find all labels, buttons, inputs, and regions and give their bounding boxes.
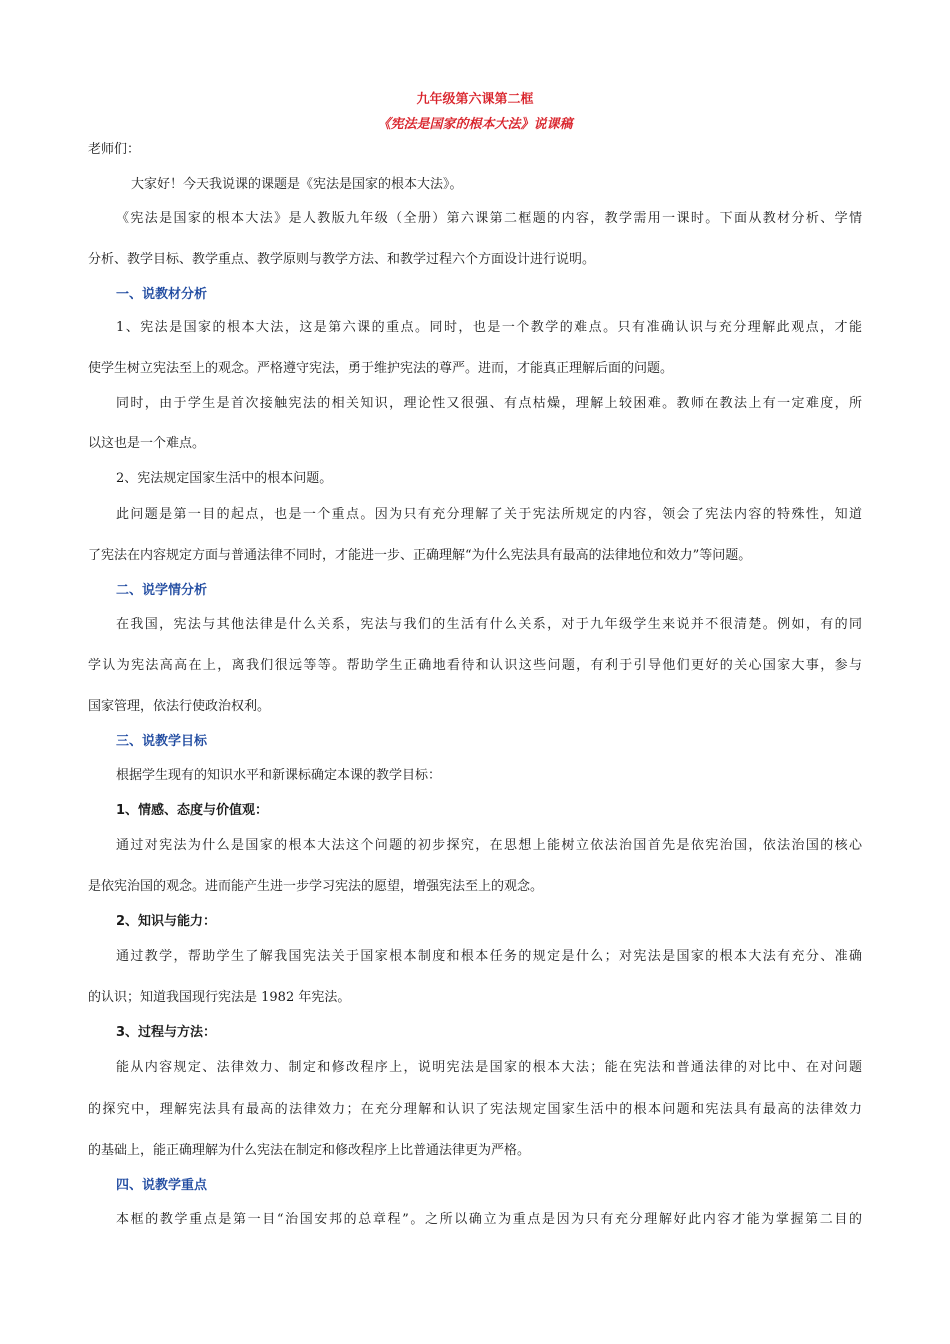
- objective-2-title: 2、知识与能力：: [116, 914, 217, 929]
- intro-paragraph-2-line-2: 分析、教学目标、教学重点、教学原则与教学方法、和教学过程六个方面设计进行说明。: [88, 252, 596, 267]
- objective-3-title: 3、过程与方法：: [116, 1025, 217, 1040]
- objective-1-line-1: 通过对宪法为什么是国家的根本大法这个问题的初步探究，在思想上能树立依法治国首先是依宪治国，依法治国的核心: [116, 838, 862, 853]
- section-heading-textbook: 一、说教材分析: [116, 287, 208, 302]
- section-heading-key-points: 四、说教学重点: [116, 1178, 208, 1193]
- s2-p1-line-2: 学认为宪法高高在上，离我们很远等等。帮助学生正确地看待和认识这些问题，有利于引导他们更好的关心国家大事，参与: [88, 658, 862, 673]
- s1-p4-line-2: 了宪法在内容规定方面与普通法律不同时，才能进一步、正确理解“为什么宪法具有最高的法律地位和效力”等问题。: [88, 548, 752, 563]
- s1-p1-line-1: 1、宪法是国家的根本大法，这是第六课的重点。同时，也是一个教学的难点。只有准确认识与充分理解此观点，才能: [116, 320, 862, 335]
- objective-1-line-2: 是依宪治国的观念。进而能产生进一步学习宪法的愿望，增强宪法至上的观念。: [88, 879, 544, 894]
- objective-1-title: 1、情感、态度与价值观：: [116, 803, 269, 818]
- doc-title: 九年级第六课第二框: [416, 92, 534, 107]
- s1-p4-line-1: 此问题是第一目的起点，也是一个重点。因为只有充分理解了关于宪法所规定的内容，领会了宪法内容的特殊性，知道: [116, 507, 862, 522]
- s2-p1-line-1: 在我国，宪法与其他法律是什么关系，宪法与我们的生活有什么关系，对于九年级学生来说并不很清楚。例如，有的同: [116, 617, 862, 632]
- doc-subtitle: 《宪法是国家的根本大法》说课稿: [377, 117, 573, 132]
- objective-3-line-1: 能从内容规定、法律效力、制定和修改程序上，说明宪法是国家的根本大法；能在宪法和普通法律的对比中、在对问题: [116, 1060, 862, 1075]
- greeting: 老师们：: [88, 142, 141, 157]
- objective-3-line-2: 的探究中，理解宪法具有最高的法律效力；在充分理解和认识了宪法规定国家生活中的根本问题和宪法具有最高的法律效力: [88, 1102, 862, 1117]
- s1-p1-line-2: 使学生树立宪法至上的观念。严格遵守宪法，勇于维护宪法的尊严。进而，才能真正理解后面的问题。: [88, 361, 674, 376]
- s4-p1-line-1: 本框的教学重点是第一目“治国安邦的总章程”。之所以确立为重点是因为只有充分理解好此内容才能为掌握第二目的: [116, 1212, 862, 1227]
- section-heading-students: 二、说学情分析: [116, 583, 208, 598]
- s1-p2-line-1: 同时，由于学生是首次接触宪法的相关知识，理论性又很强、有点枯燥，理解上较困难。教师在教法上有一定难度，所: [116, 396, 862, 411]
- s1-p2-line-2: 以这也是一个难点。: [88, 436, 206, 451]
- objective-3-line-3: 的基础上，能正确理解为什么宪法在制定和修改程序上比普通法律更为严格。: [88, 1143, 531, 1158]
- intro-paragraph-1: 大家好！今天我说课的课题是《宪法是国家的根本大法》。: [131, 177, 463, 192]
- objective-2-line-1: 通过教学，帮助学生了解我国宪法关于国家根本制度和根本任务的规定是什么；对宪法是国家的根本大法有充分、准确: [116, 949, 862, 964]
- objective-2-line-2: 的认识；知道我国现行宪法是 1982 年宪法。: [88, 990, 351, 1005]
- s1-p3: 2、宪法规定国家生活中的根本问题。: [116, 471, 333, 486]
- intro-paragraph-2-line-1: 《宪法是国家的根本大法》是人教版九年级（全册）第六课第二框题的内容，教学需用一课时。下面从教材分析、学情: [116, 211, 862, 226]
- s3-intro: 根据学生现有的知识水平和新课标确定本课的教学目标：: [116, 768, 442, 783]
- s2-p1-line-3: 国家管理，依法行使政治权利。: [88, 699, 271, 714]
- section-heading-objectives: 三、说教学目标: [116, 734, 208, 749]
